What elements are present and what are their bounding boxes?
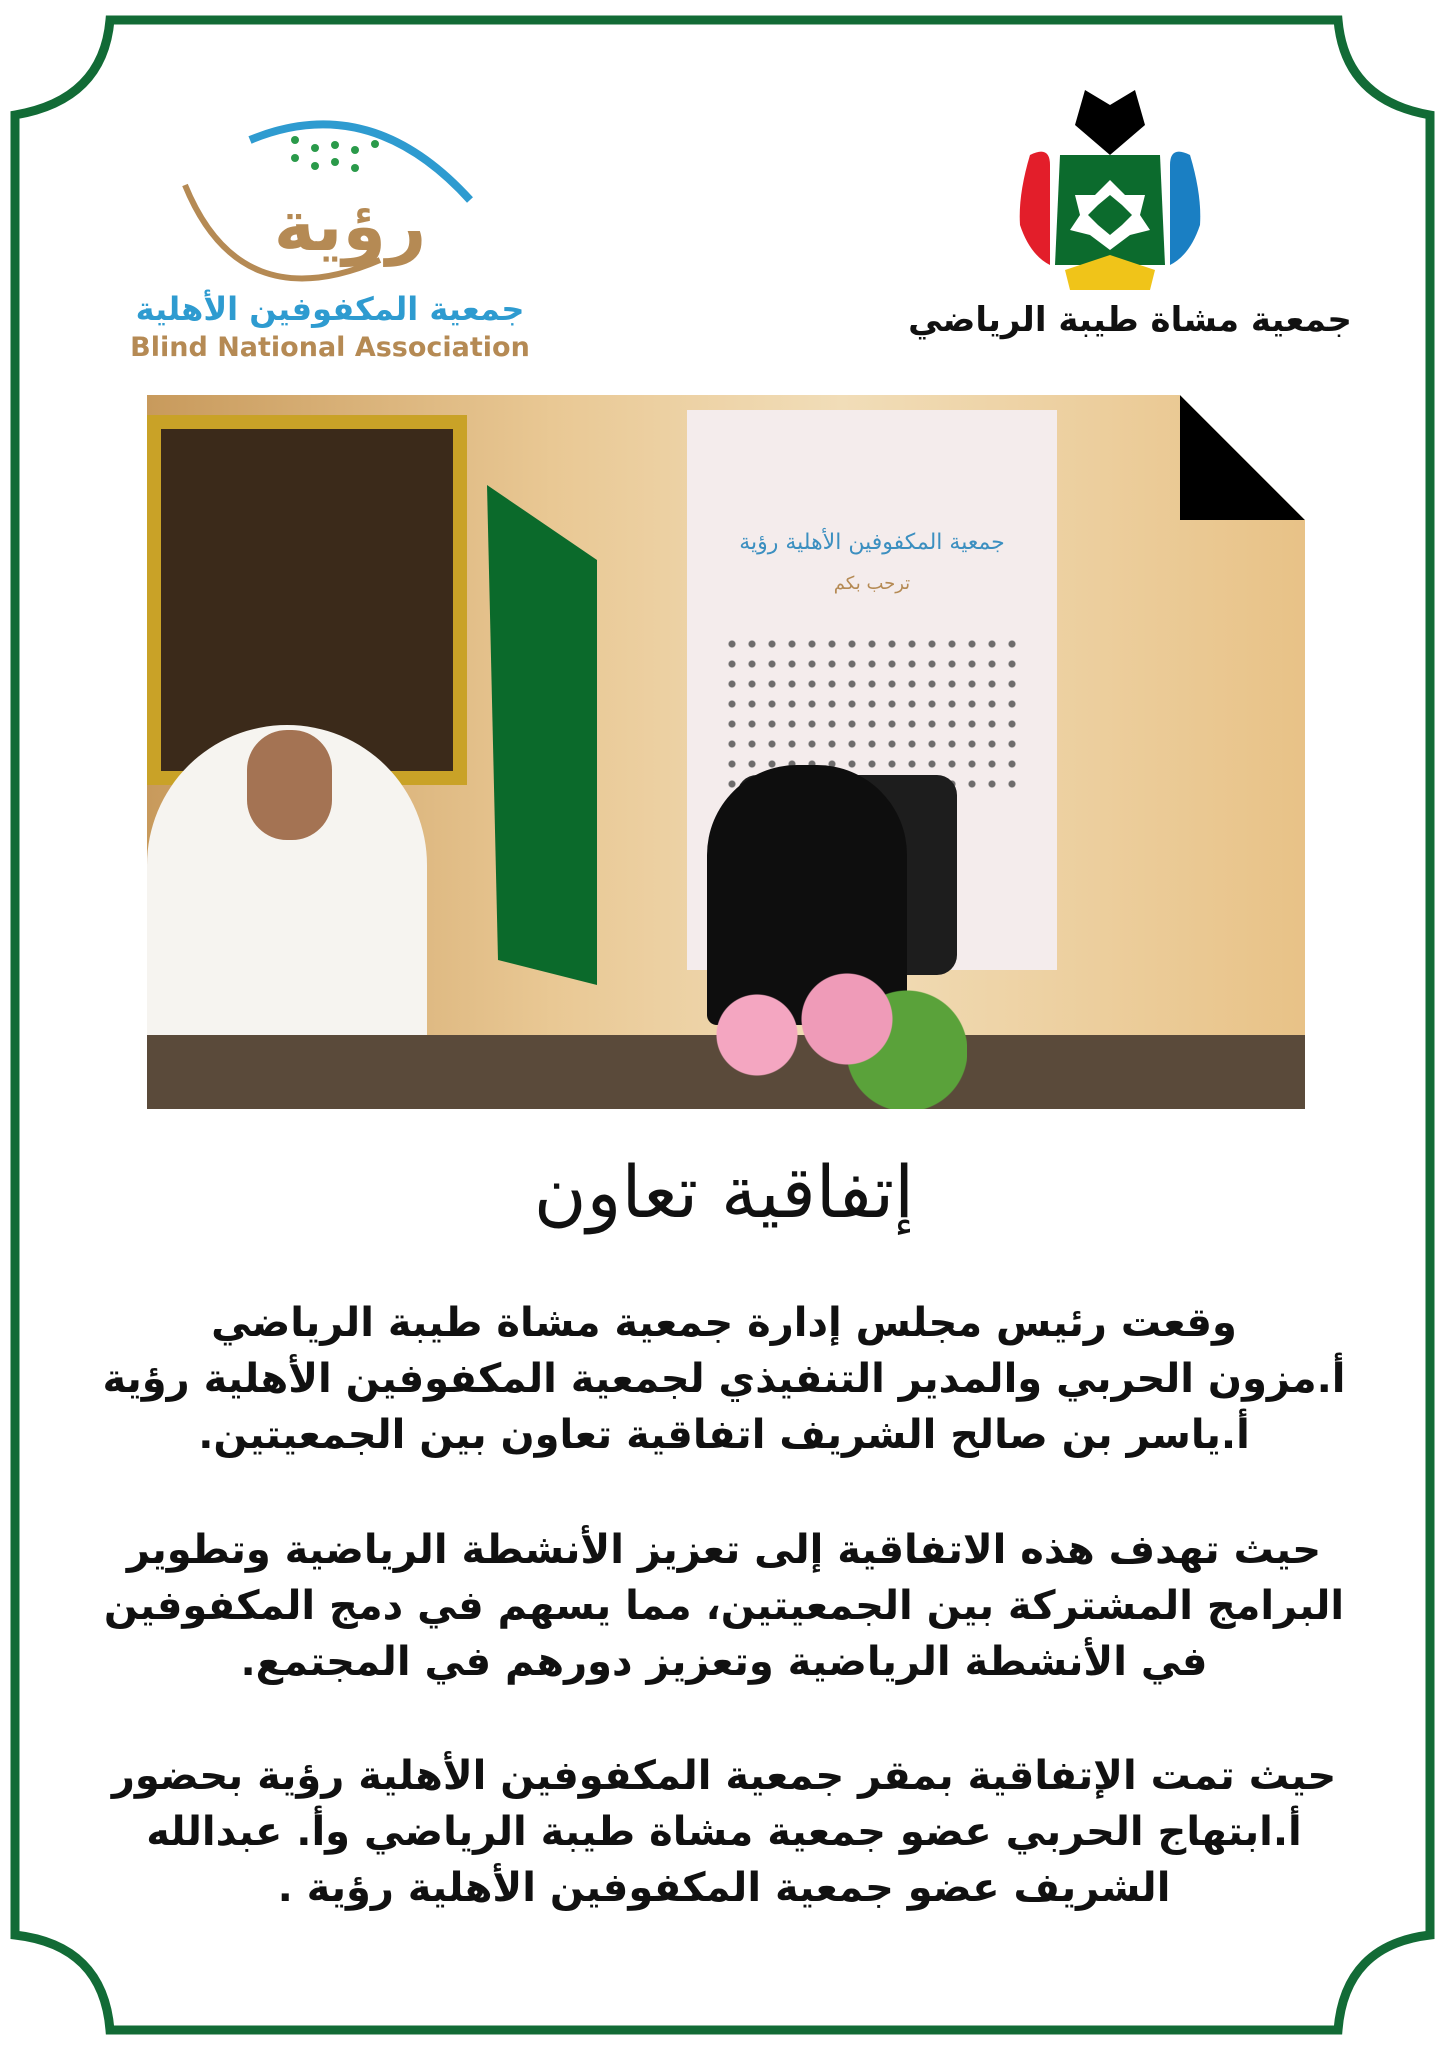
page-title: إتفاقية تعاون <box>533 1150 915 1234</box>
paragraph-line: وقعت رئيس مجلس إدارة جمعية مشاة طيبة الرياضي <box>211 1300 1237 1346</box>
paragraph-3 <box>80 1748 1368 1916</box>
paragraph-2 <box>80 1522 1368 1690</box>
paragraph-line: حيث تهدف هذه الاتفاقية إلى تعزيز الأنشطة الرياضية وتطوير <box>126 1527 1322 1573</box>
svg-text:رؤية: رؤية <box>273 185 427 267</box>
taiba-emblem-icon <box>900 85 1360 295</box>
signing-ceremony-photo <box>147 395 1305 1109</box>
ruya-eye-mark-icon <box>120 100 540 290</box>
paragraph-line: حيث تمت الإتفاقية بمقر جمعية المكفوفين الأهلية رؤية بحضور <box>111 1753 1337 1799</box>
flag <box>487 485 597 985</box>
paragraph-line: أ.مزون الحربي والمدير التنفيذي لجمعية المكفوفين الأهلية رؤية <box>102 1356 1346 1402</box>
banner-subtitle: ترحب بكم <box>833 573 911 594</box>
blind-association-name-ar: جمعية المكفوفين الأهلية <box>135 290 525 328</box>
man-face <box>247 730 332 840</box>
paragraph-1 <box>80 1295 1368 1463</box>
blind-association-logo <box>120 100 540 370</box>
paragraph-line: في الأنشطة الرياضية وتعزيز دورهم في المجتمع. <box>240 1639 1208 1685</box>
taiba-walkers-logo <box>900 85 1360 355</box>
paragraph-line: البرامج المشتركة بين الجمعيتين، مما يسهم في دمج المكفوفين <box>103 1583 1345 1629</box>
paragraph-line: أ.ابتهاج الحربي عضو جمعية مشاة طيبة الرياضي وأ. عبدالله <box>146 1809 1302 1855</box>
banner-title: جمعية المكفوفين الأهلية رؤية <box>739 530 1005 555</box>
flowers <box>667 955 967 1109</box>
blind-association-name-en: Blind National Association <box>130 332 530 363</box>
paragraph-line: الشريف عضو جمعية المكفوفين الأهلية رؤية . <box>277 1865 1171 1911</box>
taiba-walkers-name: جمعية مشاة طيبة الرياضي <box>908 300 1352 340</box>
paragraph-line: أ.ياسر بن صالح الشريف اتفاقية تعاون بين الجمعيتين. <box>198 1412 1250 1458</box>
